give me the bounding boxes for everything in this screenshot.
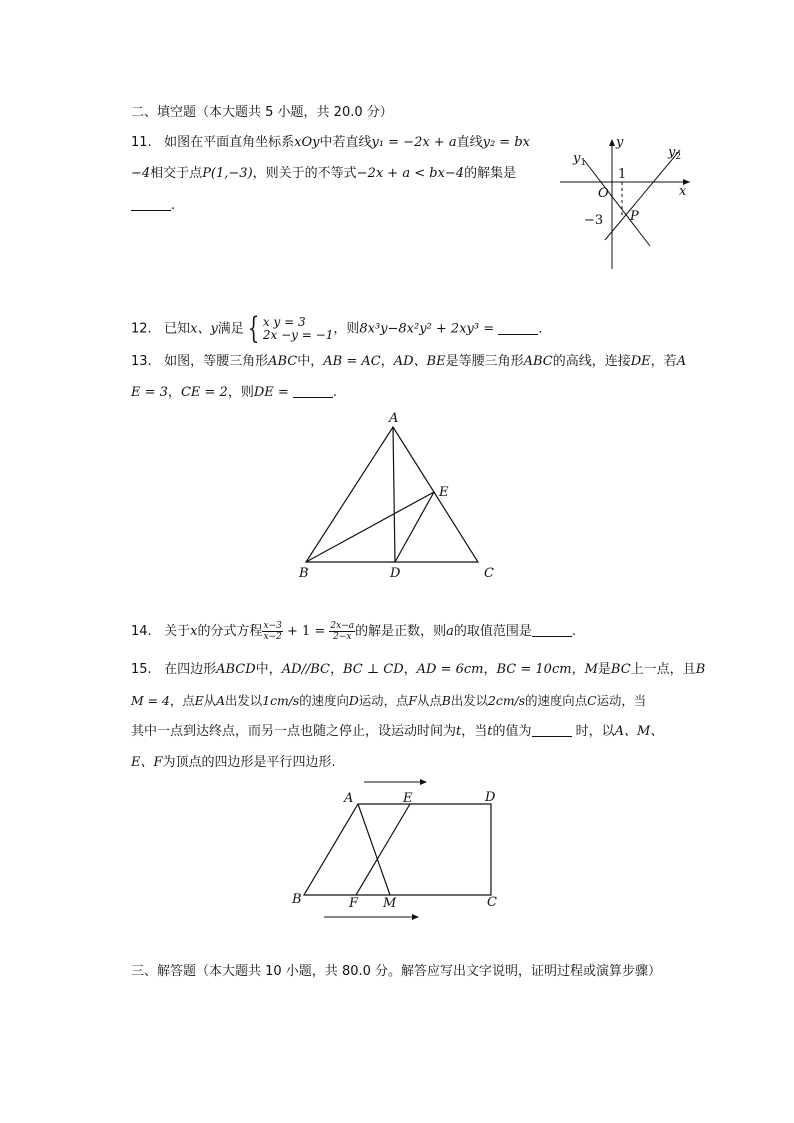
text: 的分式方程	[197, 624, 263, 639]
math: F	[408, 693, 417, 708]
text: 是等腰三角形	[445, 354, 524, 369]
point-m-label: M	[383, 896, 397, 911]
math: + 1 =	[286, 624, 326, 639]
text: 在四边形	[164, 662, 217, 677]
text: 为顶点的四边形是平行四边形.	[162, 755, 336, 770]
vertex-b-label: B	[299, 566, 309, 581]
math: E、F	[131, 755, 163, 770]
equation-system	[263, 316, 333, 342]
question-number: 14.	[131, 624, 152, 639]
text: 如图，等腰三角形	[164, 354, 269, 369]
question-15-line-2	[131, 691, 646, 711]
math: x、y	[190, 321, 218, 337]
figure-11-coordinate-plot	[556, 134, 696, 274]
math: D	[348, 693, 359, 708]
equation-1: x y = 3	[262, 315, 306, 329]
math: DE =	[253, 385, 289, 400]
text: 中若直线	[319, 135, 372, 150]
math: AB = AC	[323, 354, 381, 369]
question-number: 11.	[131, 135, 152, 150]
math: t	[456, 724, 462, 739]
line-y2	[605, 150, 680, 240]
question-number: 12.	[131, 321, 152, 337]
y2-label	[667, 145, 681, 162]
question-13-line-2	[131, 383, 337, 403]
math: AD、BE	[393, 354, 446, 369]
answer-blank[interactable]	[532, 622, 572, 637]
text: 中，	[297, 354, 324, 369]
y-axis-arrow	[609, 139, 615, 146]
origin-label: O	[598, 186, 609, 201]
text: 运动，当	[596, 693, 647, 708]
figure-13-triangle	[290, 404, 510, 584]
tick-label-1: 1	[618, 167, 627, 182]
question-12	[131, 311, 543, 346]
text: 直线	[456, 135, 483, 150]
text: 的取值范围是	[453, 624, 532, 639]
math: CE = 2	[180, 385, 228, 400]
text: 上一点，且	[630, 662, 696, 677]
triangle-abc	[306, 427, 478, 562]
segment-ef	[356, 804, 410, 895]
text: ，点	[169, 693, 195, 708]
text: ，则	[227, 385, 254, 400]
math: DE	[630, 354, 651, 369]
y1-label-sub: 1	[580, 158, 587, 168]
tick-label-neg3: −3	[584, 213, 604, 228]
y1-label-main: y	[573, 151, 581, 166]
text: ，	[380, 354, 394, 369]
y1-label	[572, 151, 586, 168]
numerator: 2x−a	[330, 621, 355, 631]
segment-am	[358, 804, 390, 895]
answer-blank[interactable]	[293, 383, 333, 398]
text: 出发以	[225, 693, 263, 708]
text: 满足	[217, 321, 244, 337]
text: ，	[483, 662, 497, 677]
text: 的速度向	[299, 693, 349, 708]
text: ，	[571, 662, 585, 677]
answer-blank[interactable]	[532, 722, 572, 737]
text: 已知	[164, 321, 191, 337]
text: 的速度向点	[525, 693, 588, 708]
arrow-f-head	[412, 914, 419, 920]
math: B	[695, 662, 706, 677]
question-number: 13.	[131, 354, 152, 369]
text: 出发以	[450, 693, 489, 708]
vertex-c-label: C	[487, 895, 497, 910]
text: .	[171, 198, 176, 213]
math: AD//BC	[281, 662, 330, 677]
math: 2cm/s	[488, 693, 526, 708]
arrow-e-head	[420, 779, 427, 785]
answer-blank[interactable]	[131, 196, 171, 211]
question-number: 15.	[131, 662, 152, 677]
math: A	[216, 693, 226, 708]
point-e-label: E	[403, 791, 413, 806]
vertex-b-label: B	[292, 892, 302, 907]
math: −4	[131, 166, 151, 181]
question-11-line-1	[131, 133, 530, 153]
text: ，则关于的不等式	[252, 166, 357, 181]
math: A、M、	[614, 724, 664, 739]
math: x	[190, 624, 198, 639]
math: A	[676, 354, 687, 369]
point-d-label: D	[390, 566, 401, 581]
text: .	[332, 385, 338, 400]
quadrilateral-abcd	[304, 804, 491, 895]
math: t	[487, 724, 493, 739]
fraction-1	[262, 621, 282, 642]
math: 1cm/s	[262, 693, 300, 708]
math: P(1,−3)	[202, 166, 253, 181]
system-brace: {	[247, 311, 260, 346]
math: E = 3	[131, 385, 168, 400]
altitude-ad	[393, 427, 395, 562]
equation-2: 2x −y = −1	[262, 328, 334, 342]
text: ，	[330, 662, 344, 677]
math: ABC	[268, 354, 298, 369]
math: M = 4	[131, 693, 170, 708]
math: BC	[610, 662, 631, 677]
math: M	[584, 662, 598, 677]
denominator: 2−x	[333, 632, 352, 642]
line-y1	[584, 160, 650, 246]
question-11-line-3	[131, 196, 175, 216]
fraction-2	[329, 621, 355, 642]
text: 从	[203, 693, 217, 708]
math: y₁ = −2x + a	[371, 135, 457, 150]
text: 运动，点	[358, 693, 409, 708]
math: BC ⊥ CD	[343, 662, 404, 677]
question-15-line-4	[131, 753, 336, 773]
point-p-label: P	[630, 209, 639, 224]
question-15-line-1	[131, 660, 705, 680]
text: 的解集是	[464, 166, 517, 181]
text: ，	[167, 385, 181, 400]
figure-15-quadrilateral	[286, 772, 506, 924]
text: .	[538, 321, 543, 337]
math: BC = 10cm	[496, 662, 572, 677]
text: 是	[597, 662, 611, 677]
section-3-heading: 三、解答题（本大题共 10 小题，共 80.0 分。解答应写出文字说明，证明过程或演算步骤）	[131, 964, 662, 979]
text: ，	[403, 662, 417, 677]
numerator: x−3	[263, 621, 282, 631]
math: 8x³y−8x²y² + 2xy³ =	[359, 321, 495, 337]
text: 的高线，连接	[552, 354, 631, 369]
text: ，当	[461, 724, 488, 739]
text: 时，以	[575, 724, 615, 739]
math: −2x + a < bx−4	[356, 166, 465, 181]
vertex-d-label: D	[485, 790, 496, 805]
math: a	[446, 624, 454, 639]
text: 从点	[416, 693, 442, 708]
math: AD = 6cm	[416, 662, 484, 677]
vertex-a-label: A	[389, 411, 399, 426]
math: ABCD	[216, 662, 256, 677]
point-e-label: E	[439, 485, 449, 500]
denominator: x−2	[263, 632, 282, 642]
y-axis-label: y	[616, 135, 624, 150]
math: E	[194, 693, 204, 708]
math: ABC	[523, 354, 553, 369]
math: y₂ = bx	[482, 135, 530, 150]
y2-label-main: y	[668, 145, 676, 160]
text: 相交于点	[150, 166, 203, 181]
question-15-line-3	[131, 722, 663, 742]
y2-label-sub: 2	[675, 152, 682, 162]
text: 关于	[164, 624, 191, 639]
question-11-line-2	[131, 164, 516, 184]
question-13-line-1	[131, 352, 686, 372]
text: 的解是正数，则	[355, 624, 447, 639]
vertex-a-label: A	[344, 791, 354, 806]
question-14	[131, 621, 576, 647]
text: .	[571, 624, 577, 639]
text: ，则	[333, 321, 360, 337]
vertex-c-label: C	[484, 566, 494, 581]
text: 的值为	[492, 724, 532, 739]
math: xOy	[294, 135, 320, 150]
text: 中，	[255, 662, 282, 677]
x-axis-label: x	[679, 184, 687, 199]
math: B	[441, 693, 451, 708]
text: ，若	[650, 354, 677, 369]
math: C	[587, 693, 597, 708]
text: 其中一点到达终点，而另一点也随之停止，设运动时间为	[131, 724, 457, 739]
point-f-label: F	[349, 896, 359, 911]
section-2-heading: 二、填空题（本大题共 5 小题，共 20.0 分）	[131, 105, 393, 120]
text: 如图在平面直角坐标系	[164, 135, 295, 150]
answer-blank[interactable]	[498, 320, 538, 335]
